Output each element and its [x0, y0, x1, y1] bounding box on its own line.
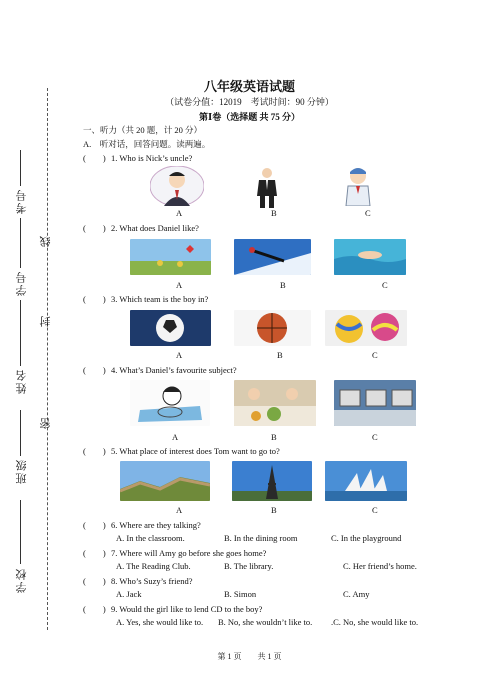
answer-paren[interactable]: ( ) — [83, 365, 106, 375]
doctor-picture — [338, 166, 378, 206]
class-blank — [20, 410, 21, 456]
question-text: 4. What’s Daniel’s favourite subject? — [111, 365, 237, 375]
question-4 — [83, 364, 237, 376]
option-b: B. In the dining room — [224, 533, 298, 543]
question-text: 3. Which team is the boy in? — [111, 294, 209, 304]
man-in-suit-picture — [150, 166, 204, 206]
part-heading: 第Ⅰ卷（选择题 共 75 分） — [199, 112, 300, 122]
kite-field-picture — [130, 239, 211, 275]
class-label: 班级 — [16, 458, 28, 484]
option-b: B. The library. — [224, 561, 274, 571]
question-text: 8. Who’s Suzy’s friend? — [111, 576, 193, 586]
option-label-a: A — [176, 505, 183, 515]
option-label-b: B — [271, 432, 277, 442]
question-text: 6. Where are they talking? — [111, 520, 201, 530]
seal-line-char: 线 — [40, 234, 52, 247]
binding-dashed-line — [47, 88, 48, 630]
basketball-picture — [234, 310, 311, 346]
student-number-label: 学号 — [16, 270, 28, 296]
option-label-a: A — [172, 432, 179, 442]
option-a: A. Yes, she would like to. — [116, 617, 204, 627]
secret-char: 密 — [40, 416, 52, 429]
question-8 — [83, 575, 193, 587]
answer-paren[interactable]: ( ) — [83, 576, 106, 586]
option-label-c: C — [372, 432, 378, 442]
question-text: 1. Who is Nick’s uncle? — [111, 153, 193, 163]
option-a: A. Jack — [116, 589, 142, 599]
school-blank — [20, 500, 21, 564]
option-label-b: B — [280, 280, 286, 290]
answer-paren[interactable]: ( ) — [83, 604, 106, 614]
skiing-picture — [234, 239, 311, 275]
question-3 — [83, 293, 208, 305]
question-text: 9. Would the girl like to lend CD to the boy? — [111, 604, 263, 614]
question-text: 2. What does Daniel like? — [111, 223, 199, 233]
option-label-c: C — [365, 208, 371, 218]
option-b: B. No, she wouldn’t like to. — [218, 617, 313, 627]
exam-title: 八年级英语试题 — [203, 80, 295, 95]
driving-cartoon-picture — [130, 380, 210, 426]
computer-lab-picture — [334, 380, 416, 426]
question-5 — [83, 445, 280, 457]
section-heading: 一、听力（共 20 题，计 20 分） — [83, 125, 203, 135]
name-label: 姓名 — [16, 368, 28, 394]
option-label-a: A — [176, 280, 183, 290]
student-number-blank — [20, 218, 21, 268]
answer-paren[interactable]: ( ) — [83, 223, 106, 233]
answer-paren[interactable]: ( ) — [83, 153, 106, 163]
exam-subtitle: （试卷分值：12019 考试时间：90 分钟） — [165, 97, 334, 107]
school-label: 学校 — [16, 567, 28, 593]
option-a: A. In the classroom. — [116, 533, 185, 543]
question-text: 7. Where will Amy go before she goes home? — [111, 548, 267, 558]
eiffel-tower-picture — [232, 461, 312, 501]
answer-paren[interactable]: ( ) — [83, 520, 106, 530]
question-text: 5. What place of interest does Tom want to go to? — [111, 446, 280, 456]
option-a: A. The Reading Club. — [116, 561, 191, 571]
option-label-c: C — [382, 280, 388, 290]
answer-paren[interactable]: ( ) — [83, 548, 106, 558]
option-label-a: A — [176, 208, 183, 218]
option-label-c: C — [372, 505, 378, 515]
cooking-class-picture — [234, 380, 316, 426]
sydney-opera-house-picture — [325, 461, 407, 501]
option-label-c: C — [372, 350, 378, 360]
option-b: B. Simon — [224, 589, 257, 599]
option-c: C. Amy — [343, 589, 370, 599]
option-c: C. Her friend’s home. — [343, 561, 417, 571]
answer-paren[interactable]: ( ) — [83, 446, 106, 456]
exam-number-label: 考号 — [16, 188, 28, 214]
exam-number-blank — [20, 150, 21, 186]
name-blank — [20, 300, 21, 366]
option-label-b: B — [271, 208, 277, 218]
swimming-picture — [334, 239, 406, 275]
question-2 — [83, 222, 199, 234]
option-c: .C. No, she would like to. — [331, 617, 419, 627]
football-picture — [130, 310, 211, 346]
question-9 — [83, 603, 262, 615]
option-label-a: A — [176, 350, 183, 360]
man-standing-picture — [247, 166, 287, 208]
section-instruction: A. 听对话，回答问题。读两遍。 — [83, 139, 211, 149]
option-c: C. In the playground — [331, 533, 402, 543]
question-1 — [83, 152, 192, 164]
option-label-b: B — [271, 505, 277, 515]
page-footer: 第 1 页 共 1 页 — [217, 652, 282, 661]
great-wall-picture — [120, 461, 210, 501]
answer-paren[interactable]: ( ) — [83, 294, 106, 304]
seal-char: 封 — [40, 314, 52, 327]
volleyball-picture — [325, 310, 407, 346]
question-7 — [83, 547, 266, 559]
question-6 — [83, 519, 201, 531]
option-label-b: B — [277, 350, 283, 360]
